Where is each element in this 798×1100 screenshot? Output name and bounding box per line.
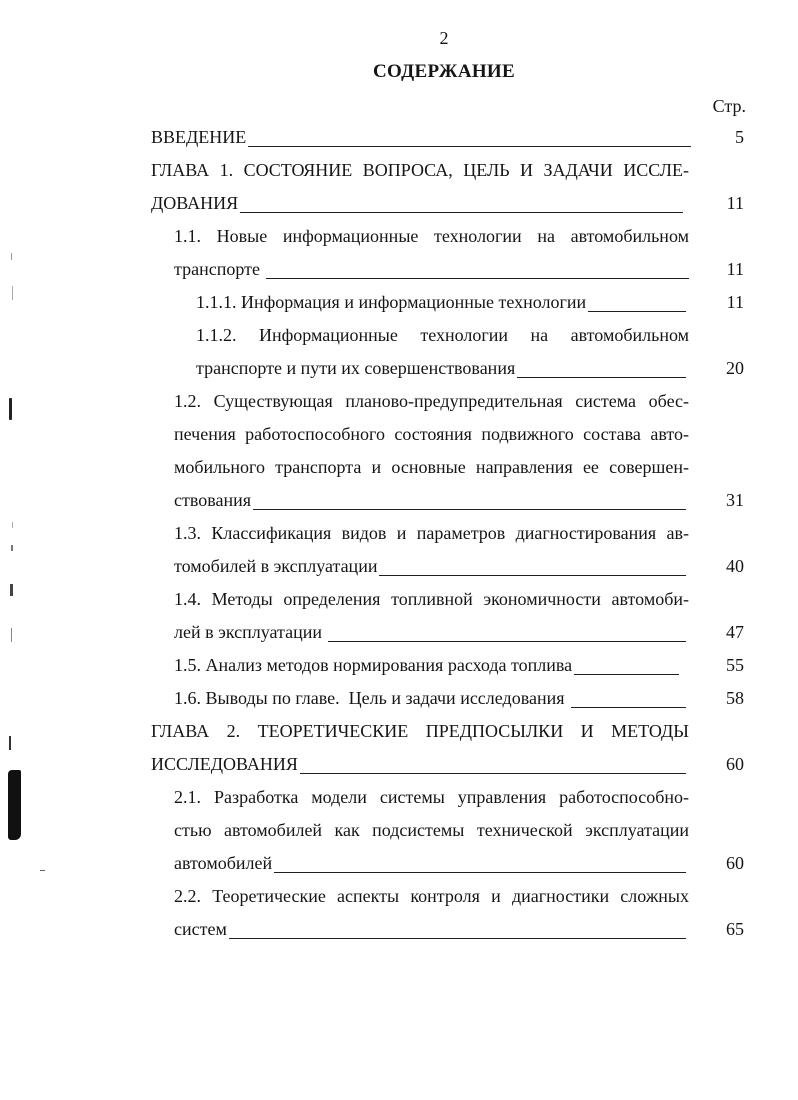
toc-entry-line: ГЛАВА 1. СОСТОЯНИЕ ВОПРОСА, ЦЕЛЬ И ЗАДАЧИ ИССЛЕ- [151, 160, 689, 180]
toc-entry-line: 2.2. Теоретические аспекты контроля и диагностики сложных [174, 886, 689, 906]
toc-entry-text: транспорте и пути их совершенствования [196, 358, 516, 378]
scan-mark [11, 253, 12, 260]
toc-entry-line: 1.1.2. Информационные технологии на автомобильном [196, 325, 689, 345]
dot-leader [229, 938, 686, 939]
scan-mark [9, 398, 12, 420]
scan-mark [10, 584, 13, 596]
toc-entry-1-5[interactable] [0, 649, 798, 682]
toc-title: СОДЕРЖАНИЕ [373, 61, 515, 82]
dot-leader [274, 872, 686, 873]
toc-entry-2-1[interactable] [0, 781, 798, 880]
dot-leader [253, 509, 686, 510]
toc-entry-line: 1.1. Новые информационные технологии на автомобильном [174, 226, 689, 246]
toc-entry-chapter-1[interactable] [0, 154, 798, 220]
toc-entry-page: 60 [726, 853, 744, 873]
dot-leader [517, 377, 686, 378]
toc-entry-text: транспорте [174, 259, 260, 279]
toc-entry-page: 11 [726, 193, 744, 213]
toc-entry-text: систем [174, 919, 227, 939]
toc-entry-text: ствования [174, 490, 252, 510]
toc-entry-1-4[interactable] [0, 583, 798, 649]
toc-entry-introduction[interactable] [0, 121, 798, 154]
toc-entry-line: 1.3. Классификация видов и параметров диагностирования ав- [174, 523, 689, 543]
dot-leader [328, 641, 686, 642]
toc-entry-page: 11 [726, 259, 744, 279]
toc-entry-text: 1.1.1. Информация и информационные технологии [196, 292, 587, 312]
toc-entry-2-2[interactable] [0, 880, 798, 946]
toc-entry-line: 1.2. Существующая планово-предупредительная система обес- [174, 391, 689, 411]
scan-mark [8, 770, 21, 840]
toc-entry-page: 47 [726, 622, 744, 642]
toc-entry-page: 31 [726, 490, 744, 510]
toc-entry-page: 55 [726, 655, 744, 675]
toc-entry-text: томобилей в эксплуатации [174, 556, 378, 576]
dot-leader [571, 707, 687, 708]
toc-entry-text: 1.6. Выводы по главе. Цель и задачи исследования [174, 688, 565, 708]
dot-leader [379, 575, 686, 576]
scan-mark [40, 870, 45, 871]
toc-entry-1-2[interactable] [0, 385, 798, 517]
toc-entry-1-6[interactable] [0, 682, 798, 715]
scan-mark [9, 736, 11, 750]
toc-entry-line: печения работоспособного состояния подвижного состава авто- [174, 424, 689, 444]
scan-mark [12, 522, 13, 528]
toc-entry-line: ГЛАВА 2. ТЕОРЕТИЧЕСКИЕ ПРЕДПОСЫЛКИ И МЕТОДЫ [151, 721, 689, 741]
toc-entry-page: 40 [726, 556, 744, 576]
scan-mark [11, 545, 13, 551]
toc-entry-line: стью автомобилей как подсистемы технической эксплуатации [174, 820, 689, 840]
table-of-contents [0, 121, 798, 946]
toc-entry-page: 5 [735, 127, 744, 147]
scan-mark [12, 286, 13, 300]
toc-entry-page: 60 [726, 754, 744, 774]
toc-entry-1-3[interactable] [0, 517, 798, 583]
dot-leader [266, 278, 689, 279]
page-column-header: Стр. [712, 96, 746, 116]
toc-entry-1-1-2[interactable] [0, 319, 798, 385]
page-number: 2 [439, 28, 449, 48]
dot-leader [574, 674, 679, 675]
toc-entry-line: 2.1. Разработка модели системы управления работоспособно- [174, 787, 689, 807]
toc-entry-text: лей в эксплуатации [174, 622, 322, 642]
toc-entry-text: ИССЛЕДОВАНИЯ [151, 754, 298, 774]
toc-entry-text: ДОВАНИЯ [151, 193, 239, 213]
toc-entry-chapter-2[interactable] [0, 715, 798, 781]
dot-leader [240, 212, 683, 213]
toc-entry-page: 58 [726, 688, 744, 708]
toc-entry-page: 65 [726, 919, 744, 939]
toc-entry-text: автомобилей [174, 853, 273, 873]
toc-entry-page: 11 [726, 292, 744, 312]
dot-leader [588, 311, 686, 312]
toc-entry-1-1[interactable] [0, 220, 798, 286]
toc-entry-line: 1.4. Методы определения топливной экономичности автомоби- [174, 589, 689, 609]
toc-entry-text: ВВЕДЕНИЕ [151, 127, 247, 147]
toc-entry-text: 1.5. Анализ методов нормирования расхода топлива [174, 655, 573, 675]
scan-mark [11, 628, 12, 642]
toc-entry-line: мобильного транспорта и основные направления ее совершен- [174, 457, 689, 477]
dot-leader [300, 773, 686, 774]
toc-entry-1-1-1[interactable] [0, 286, 798, 319]
toc-entry-page: 20 [726, 358, 744, 378]
dot-leader [248, 146, 691, 147]
